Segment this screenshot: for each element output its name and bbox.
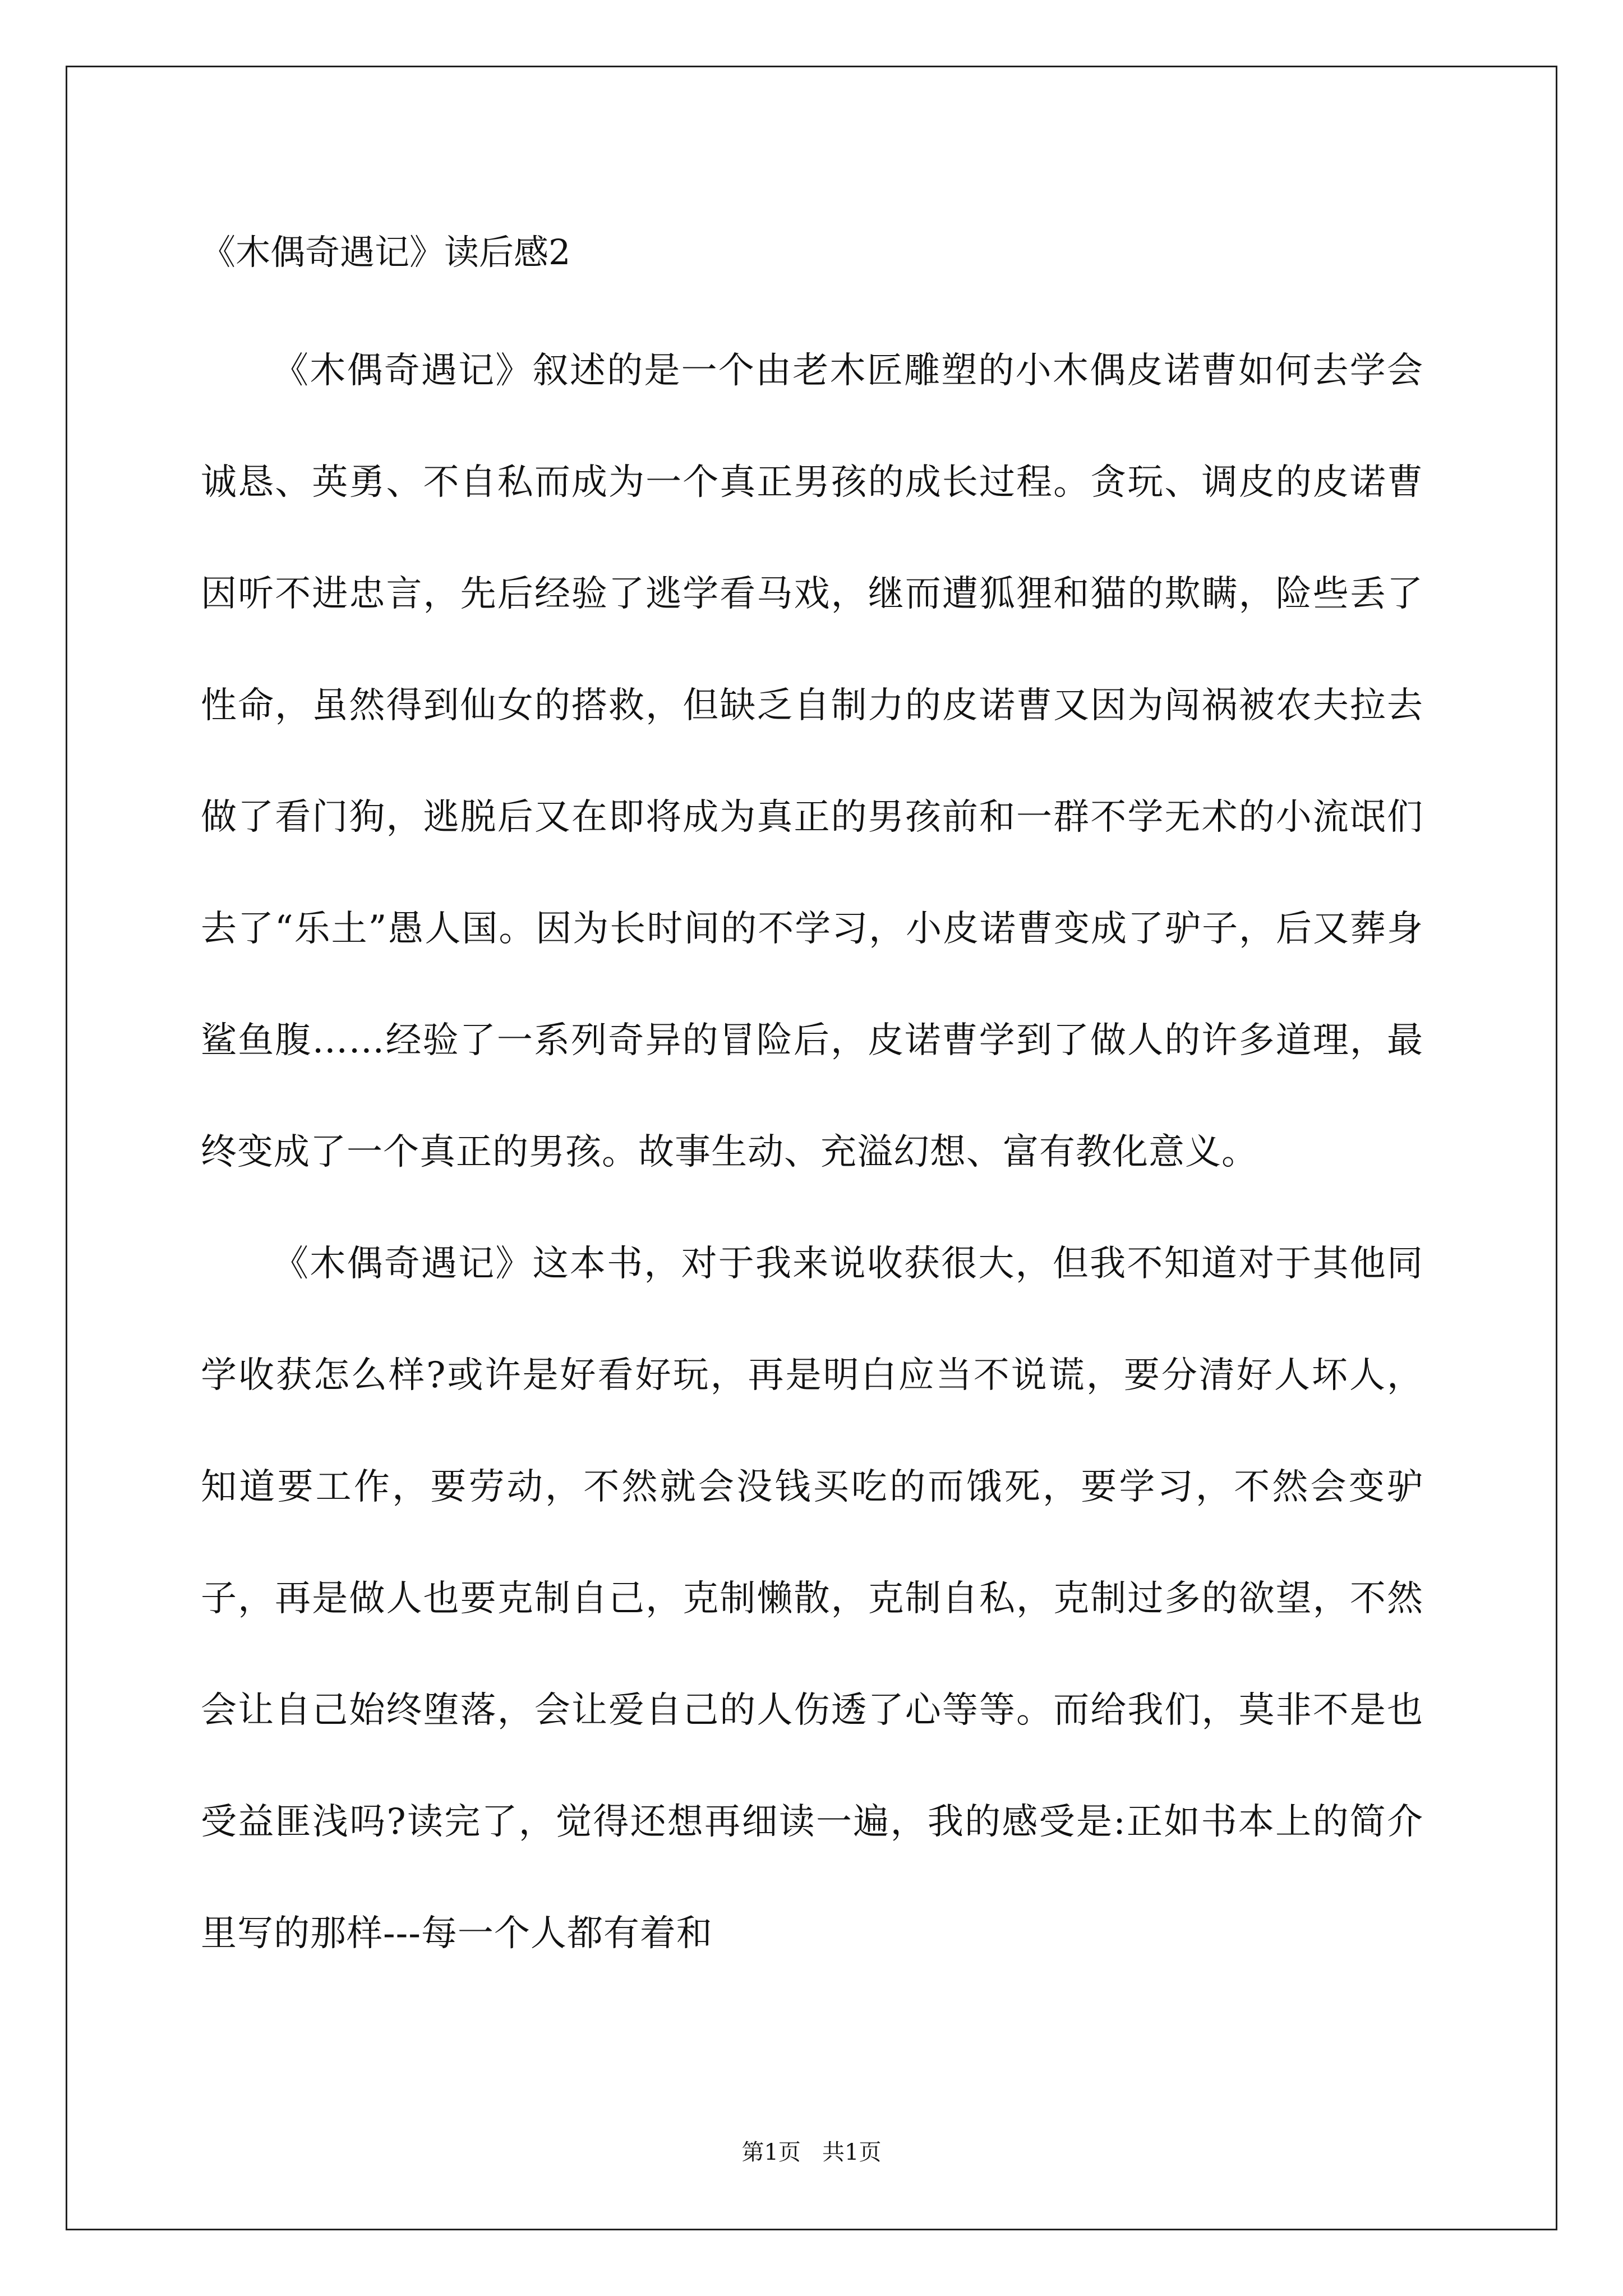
document-body: [201, 315, 1423, 1990]
paragraph-2: 《木偶奇遇记》这本书，对于我来说收获很大，但我不知道对于其他同学收获怎么样?或许是好看好玩，再是明白应当不说谎，要分清好人坏人，知道要工作，要劳动，不然就会没钱买吃的而饿死，要学习，不然会变驴子，再是做人也要克制自己，克制懒散，克制自私，克制过多的欲望，不然会让自己始终堕落，会让爱自己的人伤透了心等等。而给我们，莫非不是也受益匪浅吗?读完了，觉得还想再细读一遍，我的感受是:正如书本上的简介里写的那样---每一个人都有着和: [201, 1243, 1423, 1954]
page-number-footer: 第1页 共1页: [741, 2139, 882, 2165]
document-title: 《木偶奇遇记》读后感2: [201, 232, 571, 273]
paragraph-1: 《木偶奇遇记》叙述的是一个由老木匠雕塑的小木偶皮诺曹如何去学会诚恳、英勇、不自私而成为一个真正男孩的成长过程。贪玩、调皮的皮诺曹因听不进忠言，先后经验了逃学看马戏，继而遭狐狸和猫的欺瞒，险些丢了性命，虽然得到仙女的搭救，但缺乏自制力的皮诺曹又因为闯祸被农夫拉去做了看门狗，逃脱后又在即将成为真正的男孩前和一群不学无术的小流氓们去了“乐土”愚人国。因为长时间的不学习，小皮诺曹变成了驴子，后又葬身鲨鱼腹……经验了一系列奇异的冒险后，皮诺曹学到了做人的许多道理，最终变成了一个真正的男孩。故事生动、充溢幻想、富有教化意义。: [201, 350, 1423, 1173]
